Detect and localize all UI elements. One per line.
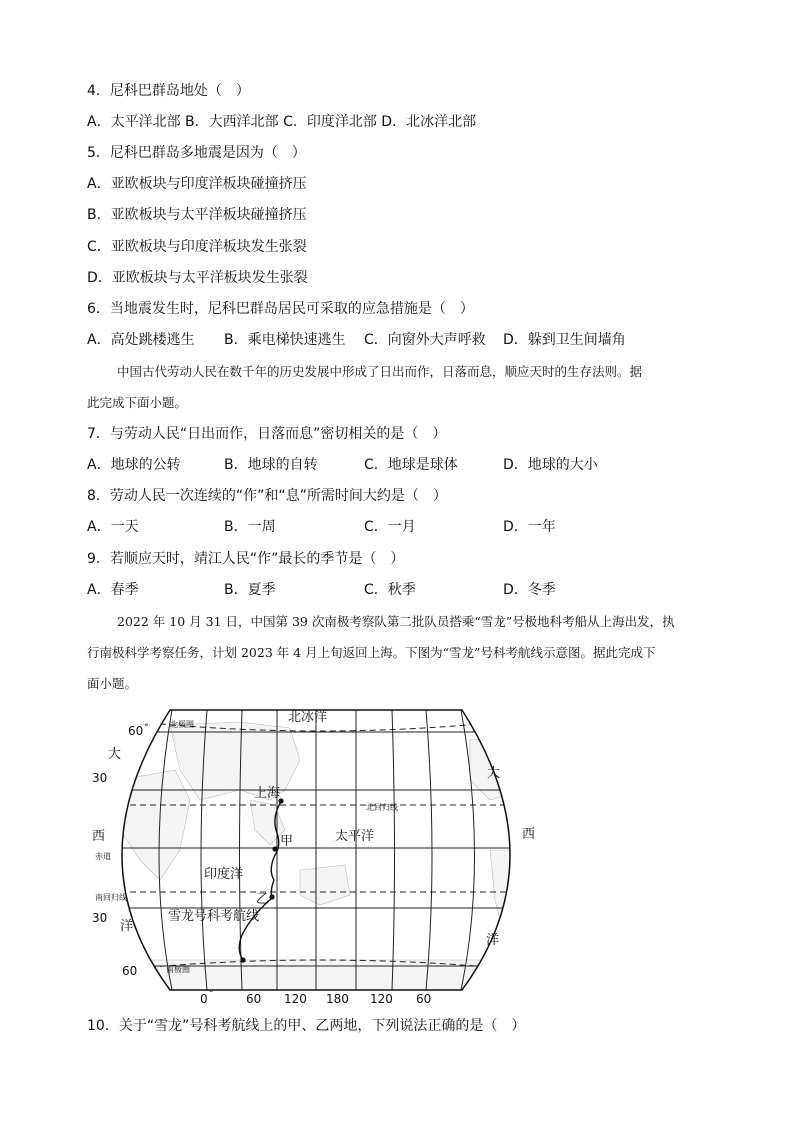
- route-end-point: [240, 957, 245, 962]
- label-da-right: 大: [487, 766, 501, 781]
- lat-tick-60s: 60: [122, 964, 138, 978]
- question-6-stem: 6．当地震发生时，尼科巴群岛居民可采取的应急措施是（ ）: [87, 301, 474, 317]
- label-route: 雪龙号科考航线: [168, 909, 260, 924]
- lon-tick-60e: 60: [246, 992, 262, 1006]
- jia-point: [272, 846, 277, 851]
- question-6-option-a: A．高处跳楼逃生: [87, 332, 195, 348]
- label-shanghai: 上海: [254, 786, 281, 801]
- question-10-stem: 10．关于“雪龙”号科考航线上的甲、乙两地，下列说法正确的是（ ）: [87, 1018, 526, 1034]
- lon-tick-120e: 120: [284, 992, 307, 1006]
- question-5-option-d: D．亚欧板块与太平洋板块发生张裂: [87, 270, 308, 286]
- question-7-option-a: A．地球的公转: [87, 457, 181, 473]
- world-route-map: [78, 700, 558, 1010]
- label-arctic-circle: 北极圈: [170, 720, 194, 729]
- question-4-stem: 4．尼科巴群岛地处（ ）: [87, 83, 250, 99]
- question-9-option-d: D．冬季: [503, 582, 556, 598]
- question-8-option-a: A．一天: [87, 519, 139, 535]
- label-yang-left: 洋: [120, 919, 134, 934]
- question-4-options: A．太平洋北部 B．大西洋北部 C．印度洋北部 D．北冰洋北部: [87, 114, 477, 130]
- label-antarctic-circle: 南极圈: [166, 965, 190, 974]
- question-6-option-d: D．躲到卫生间墙角: [503, 332, 626, 348]
- label-da-left: 大: [108, 747, 122, 762]
- label-jia: 甲: [280, 834, 294, 849]
- label-xi-right: 西: [522, 827, 536, 842]
- intro-2-line-2: 行南极科学考察任务，计划 2023 年 4 月上旬返回上海。下图为“雪龙”号科考航线示意图。据此完成下: [87, 645, 656, 660]
- lat-degree-60n: °: [144, 723, 149, 733]
- yi-point: [269, 894, 274, 899]
- question-9-stem: 9．若顺应天时，靖江人民“作”最长的季节是（ ）: [87, 551, 405, 567]
- label-tropic-cancer: 北回归线: [366, 803, 398, 812]
- question-8-option-d: D．一年: [503, 519, 556, 535]
- label-tropic-capricorn: 南回归线: [95, 893, 127, 902]
- label-yi: 乙: [256, 892, 270, 907]
- question-5-option-c: C．亚欧板块与印度洋板块发生张裂: [87, 239, 307, 255]
- question-6-option-b: B．乘电梯快速逃生: [224, 332, 346, 348]
- lat-tick-30n: 30: [92, 771, 108, 785]
- question-7-option-b: B．地球的自转: [224, 457, 318, 473]
- label-yang-right: 洋: [486, 933, 500, 948]
- lat-tick-30s: 30: [92, 911, 108, 925]
- question-7-option-c: C．地球是球体: [364, 457, 458, 473]
- label-pacific-ocean: 太平洋: [335, 829, 375, 844]
- question-8-option-c: C．一月: [364, 519, 416, 535]
- question-8-option-b: B．一周: [224, 519, 276, 535]
- question-9-option-b: B．夏季: [224, 582, 276, 598]
- lon-tick-60w: 60: [416, 992, 432, 1006]
- lon-tick-120w: 120: [370, 992, 393, 1006]
- lon-degree-0: °: [209, 989, 214, 999]
- question-7-stem: 7．与劳动人民“日出而作，日落而息”密切相关的是（ ）: [87, 426, 447, 442]
- intro-1-line-2: 此完成下面小题。: [87, 395, 188, 410]
- question-5-option-a: A．亚欧板块与印度洋板块碰撞挤压: [87, 176, 307, 192]
- lon-tick-0: 0: [200, 992, 208, 1006]
- label-arctic-ocean: 北冰洋: [288, 710, 328, 725]
- label-xi-left: 西: [92, 829, 106, 844]
- question-5-stem: 5．尼科巴群岛多地震是因为（ ）: [87, 145, 306, 161]
- intro-2-line-1: 2022 年 10 月 31 日，中国第 39 次南极考察队第二批队员搭乘“雪龙”号极地科考船从上海出发，执: [117, 614, 675, 629]
- intro-1-line-1: 中国古代劳动人民在数千年的历史发展中形成了日出而作，日落而息，顺应天时的生存法则。据: [117, 364, 643, 379]
- question-7-option-d: D．地球的大小: [503, 457, 598, 473]
- label-indian-ocean: 印度洋: [204, 867, 244, 882]
- label-equator: 赤道: [95, 852, 111, 861]
- question-9-option-a: A．春季: [87, 582, 139, 598]
- question-6-option-c: C．向窗外大声呼救: [364, 332, 486, 348]
- question-5-option-b: B．亚欧板块与太平洋板块碰撞挤压: [87, 207, 307, 223]
- question-8-stem: 8．劳动人民一次连续的“作”和“息”所需时间大约是（ ）: [87, 488, 447, 504]
- lat-tick-60n: 60: [128, 724, 144, 738]
- intro-2-line-3: 面小题。: [87, 676, 138, 691]
- lon-tick-180: 180: [326, 992, 349, 1006]
- question-9-option-c: C．秋季: [364, 582, 416, 598]
